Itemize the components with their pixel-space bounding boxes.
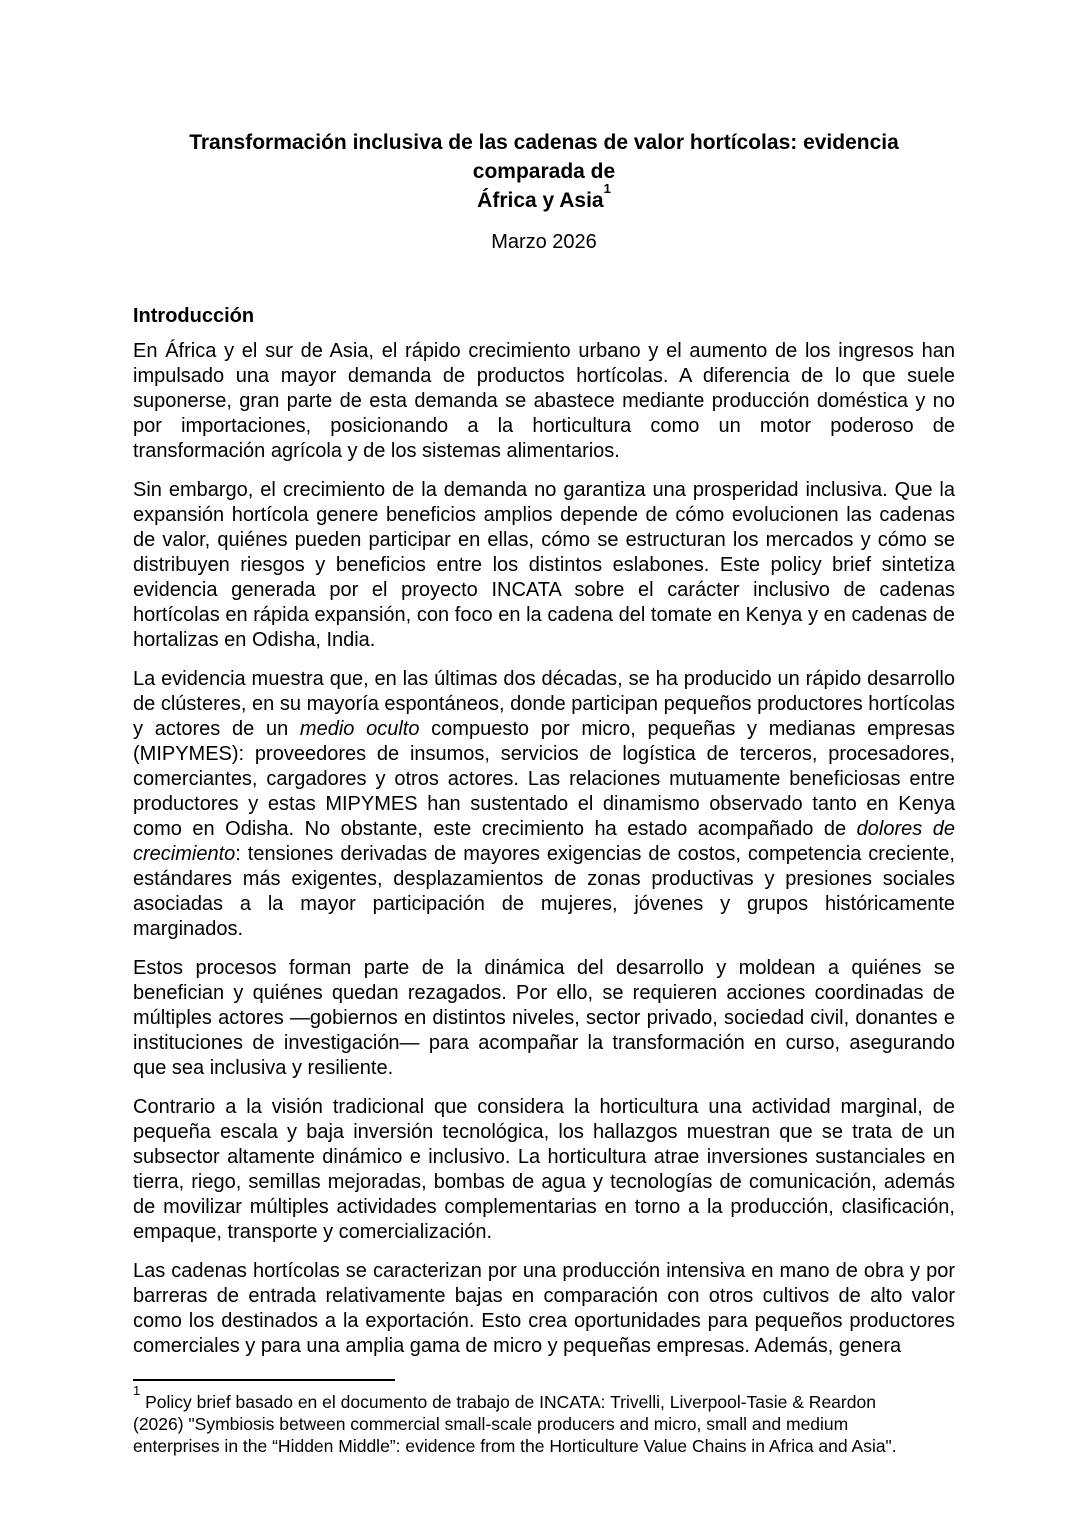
document-title-line-1: Transformación inclusiva de las cadenas de valor hortícolas: evidencia comparada de: [189, 131, 899, 183]
paragraph-intro-6: Las cadenas hortícolas se caracterizan por una producción intensiva en mano de obra y por barreras de entrada relativamente bajas en comparación con otros cultivos de alto valor como los destinados a la exportación. Esto crea oportunidades para pequeños productores comerciales y para una amplia gama de micro y pequeñas empresas. Además, genera: [133, 1260, 955, 1357]
document-date: Marzo 2026: [491, 231, 597, 253]
paragraph-intro-3-segment: La evidencia muestra que, en las últimas dos décadas, se ha producido un rápido desarrollo de clústeres, en su mayoría espontáneos, donde participan pequeños productores hortícolas y actores de un: [133, 668, 955, 740]
emphasis-dolores-de-crecimiento: dolores de crecimiento: [133, 818, 955, 865]
footnote-line-1: Policy brief basado en el documento de trabajo de INCATA: Trivelli, Liverpool-Tasie & Reardon: [140, 1392, 876, 1412]
paragraph-intro-3-segment: : tensiones derivadas de mayores exigencias de costos, competencia creciente, estándares más exigentes, desplazamientos de zonas productivas y presiones sociales asociadas a la mayor participación de mujeres, jóvenes y grupos históricamente marginados.: [133, 843, 955, 940]
footnote: [133, 1383, 955, 1457]
document-title: [133, 128, 955, 215]
footnote-line-2: (2026) "Symbiosis between commercial small-scale producers and micro, small and medium: [133, 1414, 849, 1434]
footnote-line-3: enterprises in the “Hidden Middle”: evidence from the Horticulture Value Chains in Africa and Asia".: [133, 1436, 897, 1456]
document-title-line-2: África y Asia: [477, 189, 604, 212]
paragraph-intro-3: [133, 667, 955, 942]
footnote-separator: [133, 1379, 395, 1381]
paragraph-intro-3-segment: compuesto por micro, pequeñas y medianas empresas (MIPYMES): proveedores de insumos, servicios de logística de terceros, procesadores, comerciantes, cargadores y otros actores. Las relaciones mutuamente beneficiosas entre productores y estas MIPYMES han sustentado el dinamismo observado tanto en Kenya como en Odisha. No obstante, este crecimiento ha estado acompañado de: [133, 718, 955, 840]
title-footnote-reference: 1: [603, 181, 611, 197]
paragraph-intro-5: Contrario a la visión tradicional que considera la horticultura una actividad marginal, de pequeña escala y baja inversión tecnológica, los hallazgos muestran que se trata de un subsector altamente dinámico e inclusivo. La horticultura atrae inversiones sustanciales en tierra, riego, semillas mejoradas, bombas de agua y tecnologías de comunicación, además de movilizar múltiples actividades complementarias en torno a la producción, clasificación, empaque, transporte y comercialización.: [133, 1096, 955, 1243]
section-heading-introduction: Introducción: [133, 305, 255, 327]
footnote-mark: 1: [133, 1383, 141, 1399]
paragraph-intro-2: Sin embargo, el crecimiento de la demanda no garantiza una prosperidad inclusiva. Que la expansión hortícola genere beneficios amplios depende de cómo evolucionen las cadenas de valor, quiénes pueden participar en ellas, cómo se estructuran los mercados y cómo se distribuyen riesgos y beneficios entre los distintos eslabones. Este policy brief sintetiza evidencia generada por el proyecto INCATA sobre el carácter inclusivo de cadenas hortícolas en rápida expansión, con foco en la cadena del tomate en Kenya y en cadenas de hortalizas en Odisha, India.: [133, 479, 955, 651]
paragraph-intro-4: Estos procesos forman parte de la dinámica del desarrollo y moldean a quiénes se benefician y quiénes quedan rezagados. Por ello, se requieren acciones coordinadas de múltiples actores —gobiernos en distintos niveles, sector privado, sociedad civil, donantes e instituciones de investigación— para acompañar la transformación en curso, asegurando que sea inclusiva y resiliente.: [133, 957, 955, 1079]
emphasis-medio-oculto: medio oculto: [299, 718, 420, 740]
paragraph-intro-1: En África y el sur de Asia, el rápido crecimiento urbano y el aumento de los ingresos han impulsado una mayor demanda de productos hortícolas. A diferencia de lo que suele suponerse, gran parte de esta demanda se abastece mediante producción doméstica y no por importaciones, posicionando a la horticultura como un motor poderoso de transformación agrícola y de los sistemas alimentarios.: [133, 340, 955, 462]
